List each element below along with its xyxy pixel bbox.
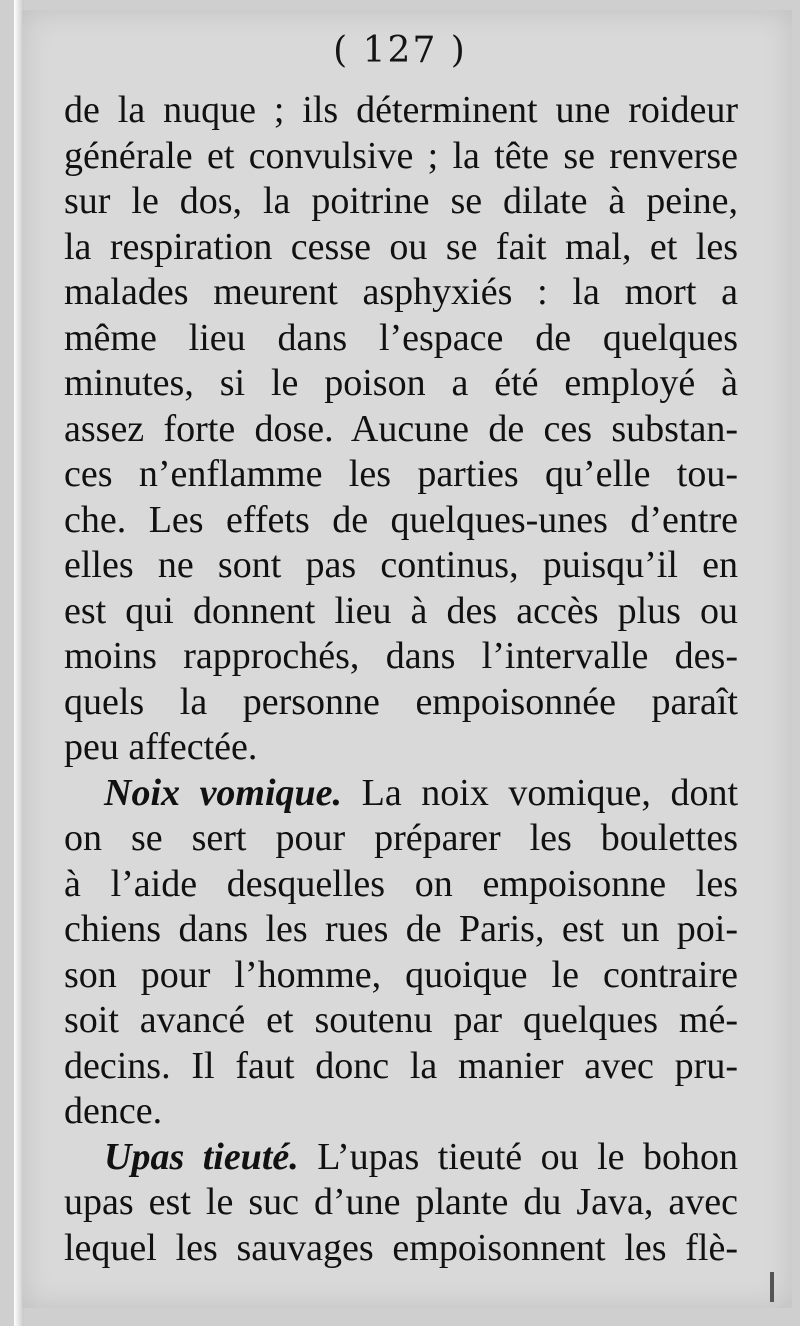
text-line: sur le dos, la poitrine se dilate à peine,: [64, 180, 738, 222]
text-line: la respiration cesse ou se fait mal, et les: [64, 225, 738, 268]
text-line: peu affectée.: [64, 726, 258, 768]
text-line: soit avancé et soutenu par quelques mé-: [64, 999, 738, 1041]
text-line: lequel les sauvages empoisonnent les flè-: [64, 1226, 738, 1269]
text-line: quels la personne empoisonnée paraît: [64, 680, 738, 723]
text-line: upas est le suc d’une plante du Java, avec: [64, 1181, 738, 1223]
text-line: malades meurent asphyxiés : la mort a: [64, 271, 738, 313]
text-line: assez forte dose. Aucune de ces substan-: [64, 407, 738, 450]
section-lead: Upas tieuté.: [104, 1135, 299, 1178]
text-line: même lieu dans l’espace de quelques: [64, 316, 738, 359]
text-line: chiens dans les rues de Paris, est un poi-: [64, 908, 738, 950]
text-line: che. Les effets de quelques-unes d’entre: [64, 498, 738, 541]
text-line: générale et convulsive ; la tête se renverse: [64, 134, 738, 177]
paragraph-first-line: [64, 771, 738, 817]
text-line: decins. Il faut donc la manier avec pru-: [64, 1044, 738, 1087]
text-line: dence.: [64, 1090, 163, 1132]
text-line: elles ne sont pas continus, puisqu’il en: [64, 544, 738, 586]
page-number: ( 127 ): [333, 30, 467, 71]
body-text: [64, 88, 738, 1271]
scan-mark: [770, 1272, 774, 1302]
text-line-rest: L’upas tieuté ou le bohon: [317, 1135, 738, 1178]
text-line: moins rapprochés, dans l’intervalle des-: [64, 635, 738, 677]
text-line: son pour l’homme, quoique le contraire: [64, 953, 738, 996]
text-line-rest: La noix vomique, dont: [361, 771, 739, 814]
text-line: à l’aide desquelles on empoisonne les: [64, 862, 738, 905]
text-line: ces n’enflamme les parties qu’elle tou-: [64, 453, 738, 495]
text-line: minutes, si le poison a été employé à: [64, 362, 738, 404]
text-line: est qui donnent lieu à des accès plus ou: [64, 589, 738, 632]
paragraph-first-line: [64, 1135, 738, 1181]
section-lead: Noix vomique.: [104, 771, 343, 814]
text-line: de la nuque ; ils déterminent une roideur: [64, 89, 738, 131]
text-line: on se sert pour préparer les boulettes: [64, 817, 738, 859]
